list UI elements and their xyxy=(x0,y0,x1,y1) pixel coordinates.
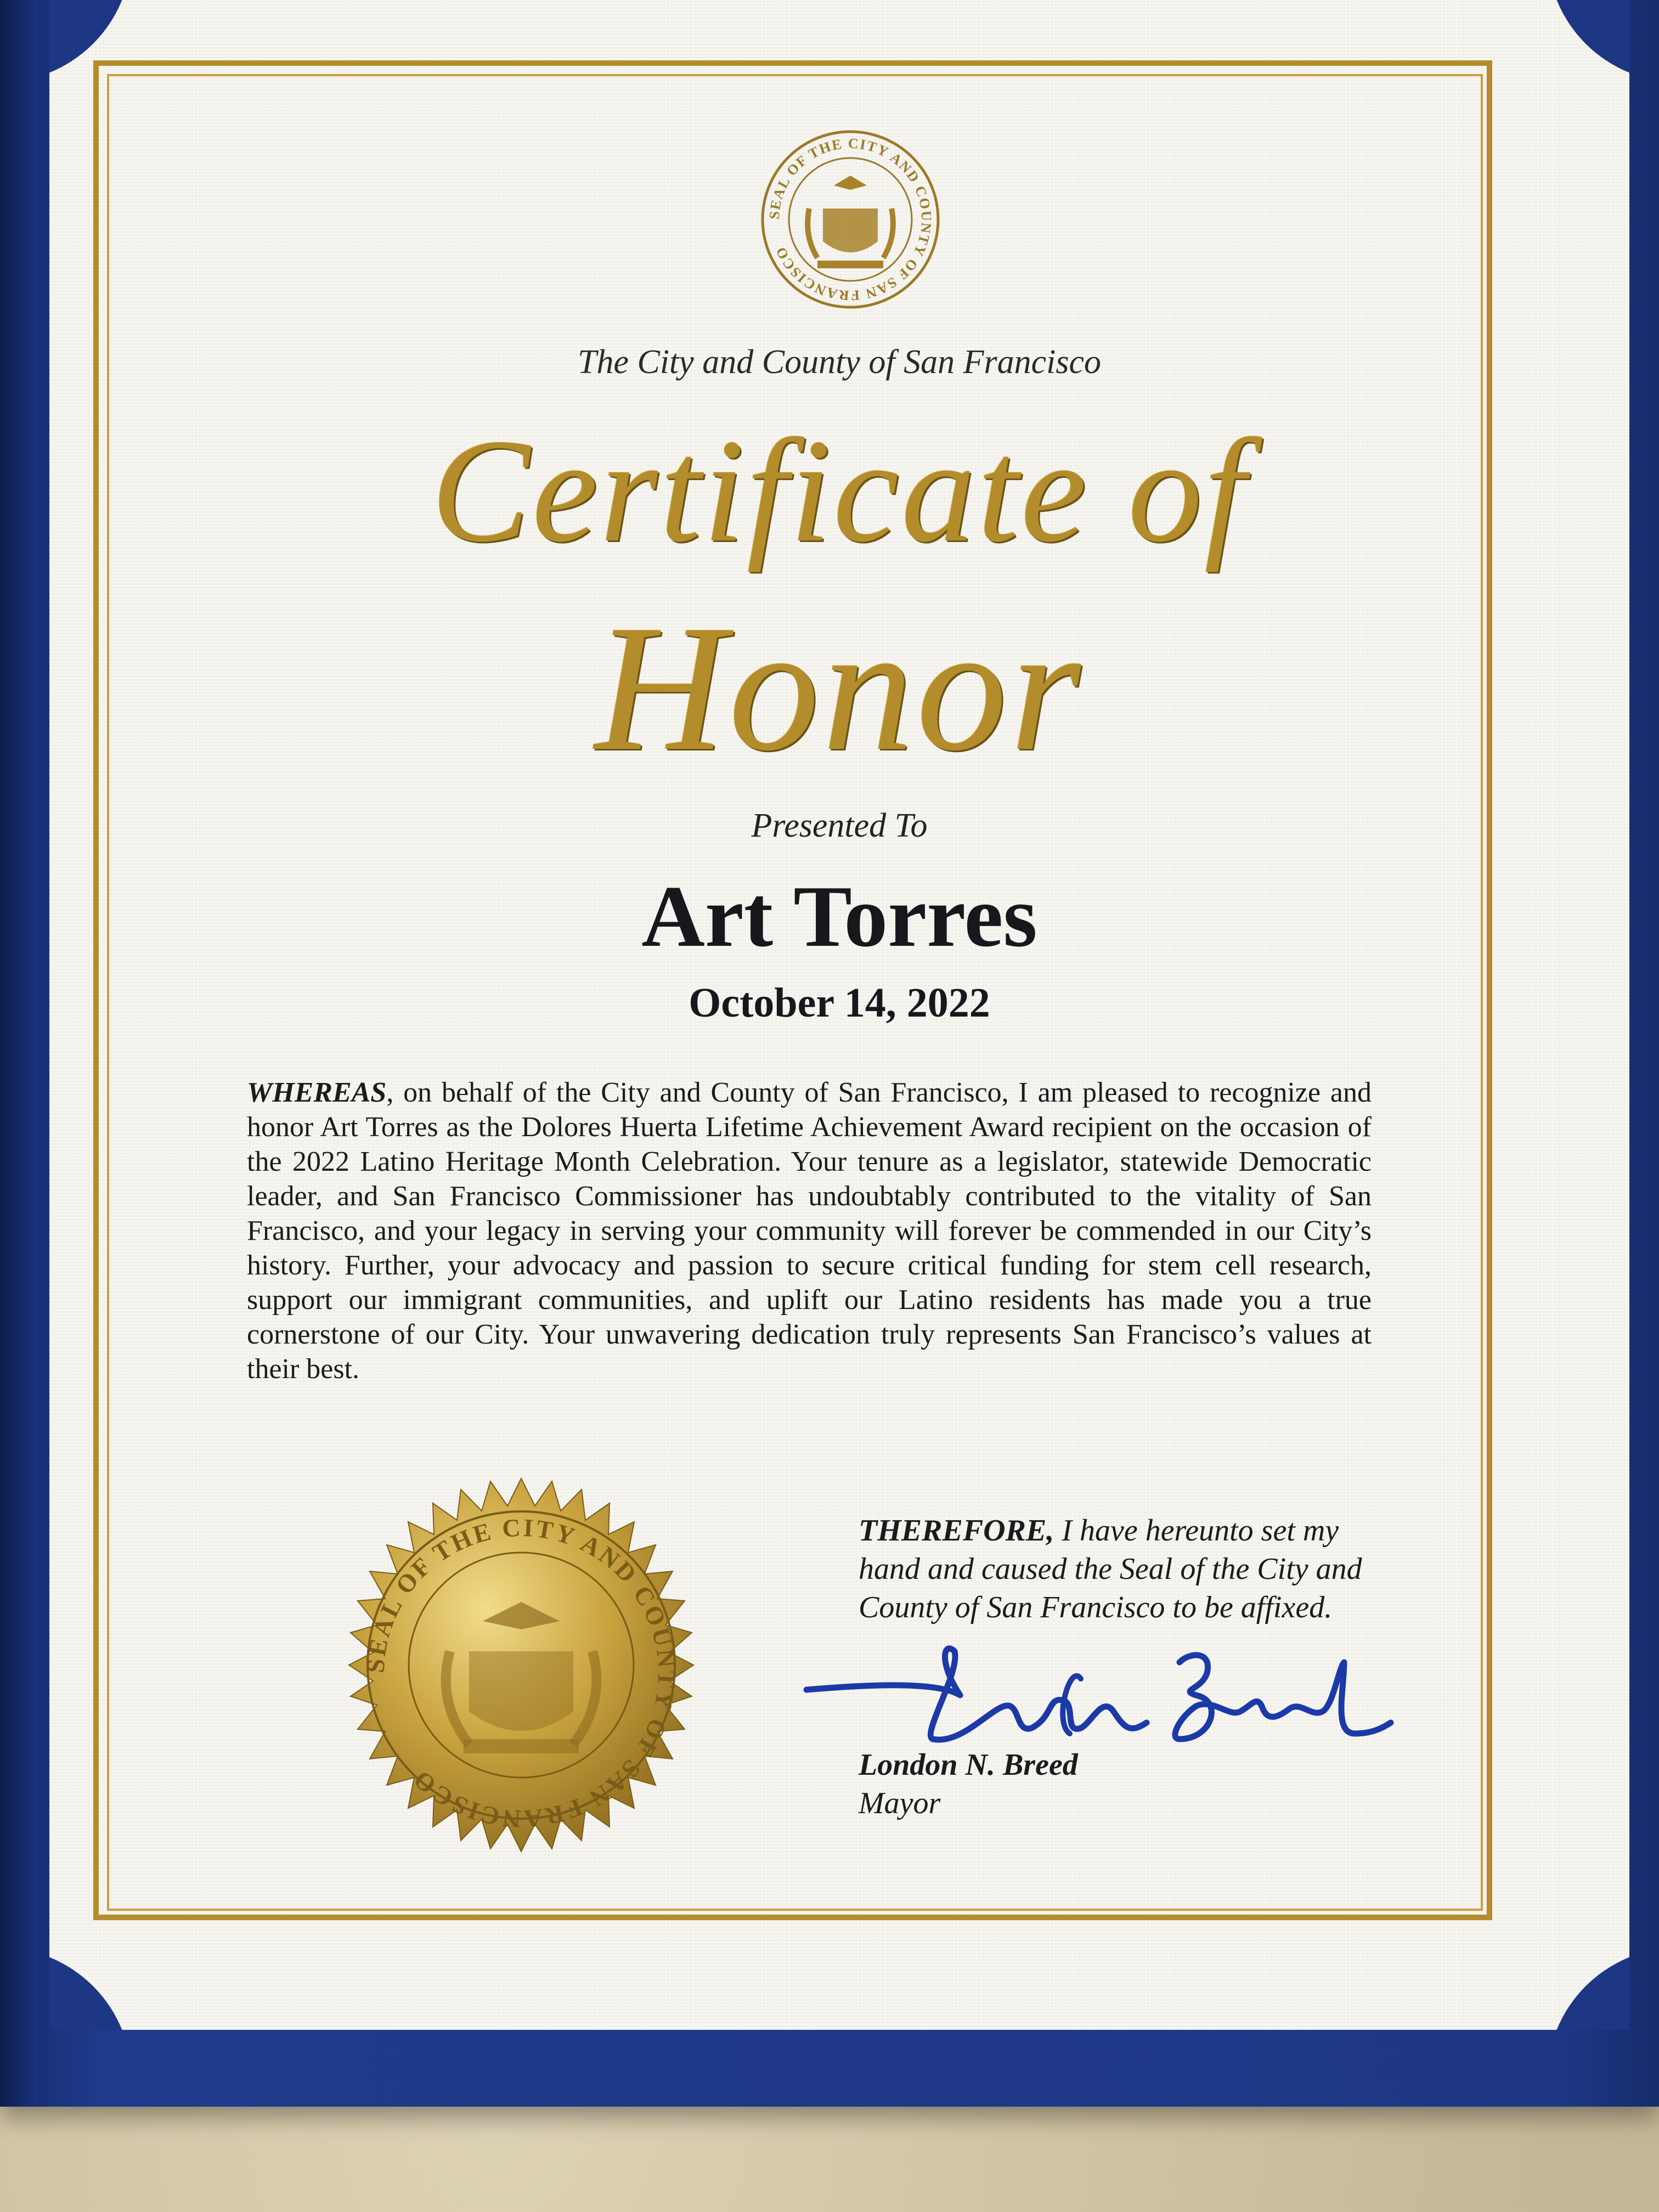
mayor-signature xyxy=(795,1629,1399,1761)
recipient-name: Art Torres xyxy=(641,867,1037,965)
signer-title: Mayor xyxy=(859,1786,941,1820)
corner-tab-top-right xyxy=(1547,0,1629,82)
corner-tab-bottom-right xyxy=(1547,1948,1629,2030)
award-date: October 14, 2022 xyxy=(689,980,990,1026)
certificate-title-line1: Certificate of xyxy=(431,409,1248,573)
signer-name: London N. Breed xyxy=(859,1748,1078,1782)
gold-seal-ring-text: SEAL OF THE CITY AND COUNTY OF SAN FRANCISCO xyxy=(361,1513,681,1833)
top-seal-ring-text: SEAL OF THE CITY AND COUNTY OF SAN FRANCISCO xyxy=(766,135,935,304)
certificate-title-line2: Honor xyxy=(595,588,1084,788)
issuer-line: The City and County of San Francisco xyxy=(577,343,1102,381)
certificate-paper xyxy=(49,0,1629,2030)
therefore-lead: THEREFORE, xyxy=(859,1514,1054,1548)
corner-tab-bottom-left xyxy=(49,1948,132,2030)
city-seal-icon xyxy=(757,126,944,313)
gold-foil-seal-icon xyxy=(324,1476,719,1871)
whereas-text: , on behalf of the City and County of San Francisco, I am pleased to recognize and honor Art Torres as the Dolores Huerta Lifetime Achievement Award recipient on the occasion of the 2022 Latino Heritage Month Celebration. Your tenure as a legislator, statewide Democratic leader, and San Francisco Commissioner has undoubtably contributed to the vitality of San Francisco, and your legacy in serving your community will forever be commended in our City’s history. Further, your advocacy and passion to secure critical funding for stem cell research, support our immigrant communities, and uplift our Latino residents has made you a true cornerstone of our City. Your unwavering dedication truly represents San Francisco’s values at their best. xyxy=(247,1077,1372,1385)
therefore-paragraph xyxy=(859,1511,1407,1627)
whereas-lead: WHEREAS xyxy=(247,1077,387,1108)
folder-spine xyxy=(0,0,38,2107)
therefore-text: I have hereunto set my hand and caused the Seal of the City and County of San Francisco to be affixed. xyxy=(859,1514,1362,1624)
presented-to-label: Presented To xyxy=(751,807,928,844)
whereas-paragraph xyxy=(247,1075,1372,1386)
